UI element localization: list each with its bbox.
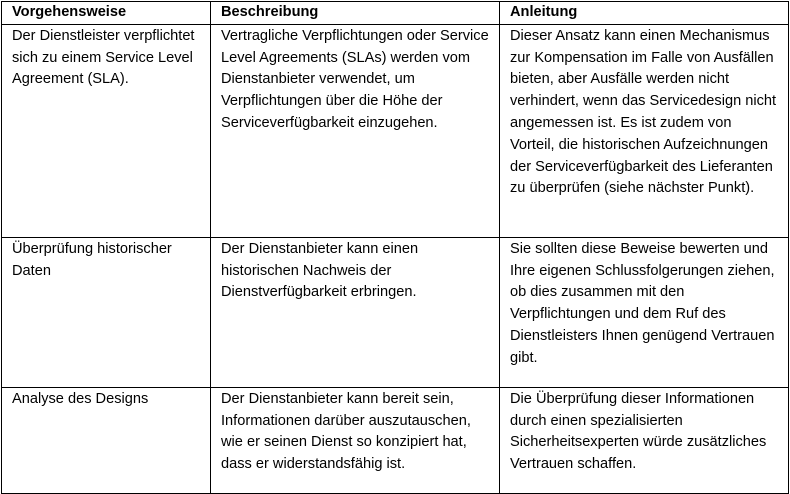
cell-approach: Der Dienstleister verpflichtet sich zu einem Service Level Agreement (SLA). <box>2 24 211 237</box>
cell-description: Vertragliche Verpflichtungen oder Service Level Agreements (SLAs) werden vom Dienstanbieter verwendet, um Verpflichtungen über die Höhe der Serviceverfügbarkeit einzugehen. <box>211 24 500 237</box>
table-row <box>2 387 789 493</box>
table-row <box>2 237 789 387</box>
column-header-approach: Vorgehensweise <box>2 2 211 25</box>
cell-guidance: Die Überprüfung dieser Informationen durch einen spezialisierten Sicherheitsexperten würde zusätzliches Vertrauen schaffen. <box>500 387 789 493</box>
column-header-guidance: Anleitung <box>500 2 789 25</box>
column-header-description: Beschreibung <box>211 2 500 25</box>
table-header-row <box>2 2 789 25</box>
cell-guidance: Dieser Ansatz kann einen Mechanismus zur Kompensation im Falle von Ausfällen bieten, aber Ausfälle werden nicht verhindert, wenn das Servicedesign nicht angemessen ist. Es ist zudem von Vorteil, die historischen Aufzeichnungen der Serviceverfügbarkeit des Lieferanten zu überprüfen (siehe nächster Punkt). <box>500 24 789 237</box>
table-row <box>2 24 789 237</box>
service-availability-table <box>1 1 789 494</box>
cell-approach: Analyse des Designs <box>2 387 211 493</box>
cell-guidance: Sie sollten diese Beweise bewerten und Ihre eigenen Schlussfolgerungen ziehen, ob dies zusammen mit den Verpflichtungen und dem Ruf des Dienstleisters Ihnen genügend Vertrauen gibt. <box>500 237 789 387</box>
cell-approach: Überprüfung historischer Daten <box>2 237 211 387</box>
cell-description: Der Dienstanbieter kann einen historischen Nachweis der Dienstverfügbarkeit erbringen. <box>211 237 500 387</box>
cell-description: Der Dienstanbieter kann bereit sein, Informationen darüber auszutauschen, wie er seinen Dienst so konzipiert hat, dass er widerstandsfähig ist. <box>211 387 500 493</box>
